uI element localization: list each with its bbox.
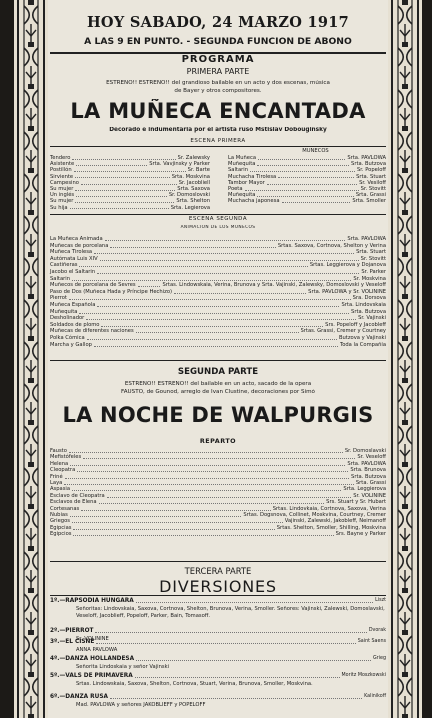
dot-leader <box>138 282 161 287</box>
cast-list-escena-segunda <box>50 236 386 348</box>
performer-name: Sr. Vesiloff <box>359 179 386 186</box>
dot-leader <box>107 493 351 498</box>
dot-leader <box>99 499 325 504</box>
dot-leader <box>73 525 274 530</box>
role-name: Helena <box>50 460 69 467</box>
performer-name: Sr. Veseloff <box>357 454 386 461</box>
cast-row <box>50 249 386 256</box>
segunda-intro-1: ESTRENO!! ESTRENO!! del bailable en un acto, sacado de la opera <box>124 381 312 387</box>
role-name: La Muñeca <box>228 155 256 161</box>
role-name: Su hija <box>50 204 68 211</box>
primera-parte: PRIMERA PARTE <box>186 67 250 76</box>
dot-leader <box>77 467 348 472</box>
role-name: Poeta <box>228 186 243 193</box>
cast-row <box>50 531 386 537</box>
role-name: Pierrot <box>50 295 67 302</box>
dot-leader <box>258 155 345 160</box>
dot-leader <box>81 180 177 185</box>
dot-leader <box>73 531 333 536</box>
performer-name: Srta. Grassi <box>355 192 386 199</box>
role-name: Jacobo el Saltarin <box>50 268 96 275</box>
role-name: Saltarin <box>228 167 248 174</box>
escena-primera-label: ESCENA PRIMERA <box>190 138 246 144</box>
diversion-item <box>50 694 386 709</box>
performer-name: Srta. Moskvina <box>171 173 210 180</box>
performer-name: Srta. Butzova <box>351 308 386 315</box>
performer-name: Sr. Parker <box>361 268 386 275</box>
divider <box>50 146 386 147</box>
left-ornamental-border <box>14 0 48 718</box>
work-title-muneca: LA MUÑECA ENCANTADA <box>70 99 366 123</box>
role-name: Postillón <box>50 167 72 174</box>
cast-row <box>50 342 386 349</box>
role-name: Esclavo de Cleopatra <box>50 492 105 499</box>
dot-leader <box>76 192 167 197</box>
dot-leader <box>72 155 175 160</box>
dot-leader <box>110 694 362 699</box>
performer-name: Sr. Zalewsky <box>177 155 210 161</box>
cast-row <box>50 205 210 211</box>
role-name: Muñequita <box>50 308 78 315</box>
performer-name: Srta. Grassi <box>355 480 386 487</box>
tercera-parte-title: TERCERA PARTE <box>184 566 252 576</box>
dot-leader <box>69 295 351 300</box>
role-name: Muchacha Tirolesa <box>228 173 277 180</box>
reparto-label: REPARTO <box>199 437 237 445</box>
divider <box>50 595 386 596</box>
dot-leader <box>257 161 349 166</box>
performer-name: Srta. Stuart <box>356 249 386 256</box>
role-name: Egipcias <box>50 524 72 531</box>
diversion-cast: Señorita Lindoskaia y señor Vajinski <box>76 664 170 670</box>
date-line: HOY SABADO, 24 MARZO 1917 <box>86 14 350 31</box>
dot-leader <box>136 328 299 333</box>
role-name: Desholinador <box>50 315 85 322</box>
role-name: Mefistófeles <box>50 454 82 461</box>
dot-leader <box>64 480 354 485</box>
dot-leader <box>94 249 354 254</box>
performer-name: Srta. Stuart <box>356 173 386 180</box>
cast-row <box>50 328 386 335</box>
diversion-name: 3º.—EL CISNE <box>50 639 95 645</box>
performer-name: Srta. Lindovskaia <box>341 301 386 308</box>
performer-name: Srtas. Dogsnova, Collinet, Moskvina, Courtney, Cremer <box>243 512 386 519</box>
cast-row <box>50 276 386 283</box>
role-name: Un inglés <box>50 192 75 199</box>
dot-leader <box>81 506 271 511</box>
performer-name: Sra. Dorsova <box>352 295 386 302</box>
role-name: Autómata Luis XIV <box>50 255 98 262</box>
diversion-item <box>50 639 386 654</box>
decor-credit: Decorado e indumentaria por el artista ruso Mstislav Dobouginsky <box>109 127 327 133</box>
performer-name: Sr. Stovitt <box>360 186 386 193</box>
dot-leader <box>94 342 338 347</box>
cast-row <box>50 295 386 302</box>
animacion-label: ANIMACIÓN DE LOS MUÑECOS <box>180 225 256 230</box>
primera-intro-1: ESTRENO!! ESTRENO!! del grandioso bailable en un acto y dos escenas, música <box>106 80 330 86</box>
diversion-cast: ANNA PAVLOWA <box>76 647 118 653</box>
role-name: Marcha y Gallop <box>50 341 92 348</box>
cast-row <box>50 289 386 296</box>
performer-name: Sr. Popeloff <box>356 167 386 174</box>
performer-name: Srta. Smoller <box>352 198 386 205</box>
performer-name: Srta. Butzova <box>351 473 386 480</box>
cast-list-right <box>228 155 386 205</box>
role-name: Muñeca Española <box>50 301 96 308</box>
role-name: Soldados de plomo <box>50 321 100 328</box>
performer-name: Butzova y Vajinski <box>338 334 386 341</box>
dot-leader <box>250 167 355 172</box>
dot-leader <box>97 269 359 274</box>
composer: Grieg <box>372 656 386 661</box>
dot-leader <box>79 309 349 314</box>
role-name: Muchacha japonesa <box>228 198 280 205</box>
performer-name: Srta. PAVLOWA <box>347 155 386 161</box>
performer-name: Sr. Moskvina <box>353 275 386 282</box>
dot-leader <box>282 198 351 203</box>
role-name: Nubias <box>50 512 68 519</box>
dot-leader <box>65 474 349 479</box>
dot-leader <box>257 192 353 197</box>
role-name: Esclavos de Elena <box>50 499 97 506</box>
role-name: Muñequita <box>228 161 256 168</box>
cast-row <box>50 256 386 263</box>
performer-name: Srtas. Shelton, Smoller, Shilling, Moskvina <box>276 524 386 531</box>
performer-name: Srtas. Saxova, Cortnova, Shelton y Verina <box>277 242 386 249</box>
performer-name: Srtas. Lindovkaia, Cortnova, Saxova, Verina <box>272 505 386 512</box>
performer-name: Srta. PAVLOWA <box>347 460 386 467</box>
role-name: Tambor Mayor <box>228 179 265 186</box>
dot-leader <box>278 174 354 179</box>
performer-name: Srta. Butzova <box>351 161 386 168</box>
dot-leader <box>96 639 355 644</box>
performer-name: Srta. Leggierova <box>343 486 386 493</box>
dot-leader <box>136 598 373 603</box>
dot-leader <box>69 448 343 453</box>
role-name: Su mujer <box>50 186 74 193</box>
role-name: Sirviente <box>50 173 74 180</box>
programa-title: PROGRAMA <box>181 54 255 65</box>
role-name: Aspasia <box>50 486 71 493</box>
performer-name: Sr. VOLININE <box>353 492 386 499</box>
cast-row <box>228 198 386 204</box>
diversion-name: 4º.—DANZA HOLLANDESA <box>50 656 135 662</box>
role-name: Su mujer <box>50 198 74 205</box>
composer: Liszt <box>375 598 386 603</box>
performer-name: Srta. Shelton <box>176 198 210 205</box>
cast-row <box>50 236 386 243</box>
dot-leader <box>97 302 339 307</box>
diversion-item <box>50 656 386 671</box>
dot-leader <box>79 262 307 267</box>
divider <box>50 561 386 562</box>
dot-leader <box>95 628 366 633</box>
primera-intro-2: de Bayer y otros compositores. <box>174 88 262 94</box>
performer-name: Sr. Domoslovski <box>168 192 210 199</box>
diversion-cast: Mad. PAVLOWA y señores JAKOBLIEFF y POPELOFF <box>76 702 206 708</box>
dot-leader <box>75 198 174 203</box>
cast-row <box>50 309 386 316</box>
performer-name: Sr. Domoslavski <box>344 448 386 454</box>
cast-row <box>50 243 386 250</box>
composer: Moritz Moszkowski <box>341 673 386 678</box>
cast-row <box>50 315 386 322</box>
role-name: Paso de Dos (Muñeca Hada y Príncipe Hechizo) <box>50 288 173 295</box>
composer: Saint Saens <box>357 639 386 644</box>
right-dark-edge <box>422 0 432 718</box>
diversion-name: 1º.—RAPSODIA HUNGARA <box>50 598 134 604</box>
ornament-right-icon <box>388 0 422 718</box>
dot-leader <box>83 454 355 459</box>
role-name: Fausto <box>50 448 67 454</box>
role-name: Campesino <box>50 179 79 186</box>
role-name: Muñecas de porcelana <box>50 242 109 249</box>
dot-leader <box>76 161 147 166</box>
performer-name: Srs. Stuart y Sr. Hubart <box>326 499 386 506</box>
dot-leader <box>245 186 359 191</box>
performer-name: Sr. Stovitt <box>360 255 386 262</box>
diversion-name: 5º.—VALS DE PRIMAVERA <box>50 673 133 679</box>
performer-name: Srs. Bayne y Parker <box>335 531 386 538</box>
role-name: Muñeca Tirolesa <box>50 249 93 256</box>
performer-name: Sr. Jacobliell <box>178 179 210 186</box>
role-name: Castiñeras <box>50 262 78 269</box>
dot-leader <box>100 256 359 261</box>
munecos-heading: MUÑECOS <box>302 148 329 154</box>
escena-segunda-label: ESCENA SEGUNDA <box>188 216 248 222</box>
dot-leader <box>74 167 186 172</box>
dot-leader <box>72 276 351 281</box>
dot-leader <box>75 186 175 191</box>
performer-name: Vajinski, Zalewski, Jakobleff, Neimanoff <box>284 518 386 525</box>
cast-row <box>50 302 386 309</box>
role-name: Laya <box>50 480 63 487</box>
left-dark-edge <box>0 0 14 718</box>
composer: Dvorak <box>368 628 386 633</box>
dot-leader <box>70 512 242 517</box>
playbill-content <box>50 0 386 718</box>
segunda-intro-2: FAUSTO, de Gounod, arreglo de Ivan Clustine, decoraciones por Simó <box>121 389 315 395</box>
dot-leader <box>101 322 323 327</box>
dot-leader <box>72 518 283 523</box>
role-name: Muñequita <box>228 192 256 199</box>
role-name: Egipcios <box>50 531 72 538</box>
dot-leader <box>72 486 341 491</box>
time-line: A LAS 9 EN PUNTO. - SEGUNDA FUNCION DE ABONO <box>84 36 352 47</box>
performer-name: Srta. Saxova <box>177 186 210 193</box>
cast-row <box>50 269 386 276</box>
dot-leader <box>70 205 169 210</box>
cast-row <box>50 282 386 289</box>
performer-name: Srs. Popeloff y Jacobleff <box>325 321 386 328</box>
cast-row <box>50 262 386 269</box>
performer-name: Srtas. Grassi, Cremer y Courtney <box>300 328 386 335</box>
performer-name: Srta. Legierova <box>170 204 210 211</box>
dot-leader <box>75 174 170 179</box>
performer-name: Sr. Vajinski <box>358 315 386 322</box>
performer-name: Srta. Vavjinsky y Parker <box>149 161 210 168</box>
work-title-diversiones: DIVERSIONES <box>159 577 277 596</box>
performer-name: Srta. PAVLOWA <box>347 236 386 242</box>
divider <box>50 214 386 215</box>
diversion-item <box>50 673 386 688</box>
dot-leader <box>174 289 306 294</box>
ornament-left-icon <box>14 0 48 718</box>
diversion-cast: Señoritas: Lindovskaia, Saxova, Cortnova, Shelton, Brunova, Verina, Smoller. Señores: Vajinski, Zalewski, Domoslavski, Veseloff, Jacoblieff, Popeloff, Parker, Bain, Tomasoff. <box>76 606 385 619</box>
dot-leader <box>136 656 371 661</box>
dot-leader <box>87 335 337 340</box>
diversion-item <box>50 598 386 619</box>
role-name: Asistente <box>50 161 75 168</box>
cast-list-left <box>50 155 210 211</box>
divider <box>50 360 386 361</box>
composer: Kalinikoff <box>364 694 386 699</box>
role-name: Saltarin <box>50 275 70 282</box>
dot-leader <box>70 461 345 466</box>
performer-name: Srta. Brunova <box>350 467 386 474</box>
performer-name: Sr. Barte <box>187 167 210 174</box>
work-title-walpurgis: LA NOCHE DE WALPURGIS <box>62 403 374 427</box>
performer-name: Srtas. Leggierova y Dojanova <box>309 262 386 269</box>
dot-leader <box>105 236 346 241</box>
right-ornamental-border <box>388 0 422 718</box>
performer-name: Srtas. Lindowskaia, Verina, Brunova y Srta. Vajinski, Zalewsky, Domoslovski y Veseloff <box>162 282 386 289</box>
diversion-cast: Sr. VOLININE <box>76 636 109 642</box>
diversion-cast: Srtas. Lindowskaia, Saxova, Shelton, Cortnova, Stuart, Verina, Brunova, Smoller, Moskvina. <box>76 681 313 687</box>
role-name: Muñecos de porcelana de Sevres <box>50 282 136 289</box>
cast-row <box>50 322 386 329</box>
segunda-parte-title: SEGUNDA PARTE <box>177 367 259 377</box>
role-name: La Muñeca Animada <box>50 236 103 242</box>
dot-leader <box>267 180 357 185</box>
role-name: Muñecas de diferentes naciones <box>50 328 134 335</box>
diversion-name: 2º.—PIERROT <box>50 628 94 634</box>
diversion-name: 6º.—DANZA RUSA <box>50 694 108 700</box>
role-name: Tendero <box>50 155 71 161</box>
role-name: Friné <box>50 473 63 480</box>
cast-row <box>50 335 386 342</box>
dot-leader <box>110 243 275 248</box>
cast-list-walpurgis <box>50 448 386 538</box>
role-name: Cortesanas <box>50 505 80 512</box>
role-name: Griegos <box>50 518 70 525</box>
role-name: Polka Cómica <box>50 334 85 341</box>
performer-name: Toda la Compañía <box>339 341 386 348</box>
dot-leader <box>86 315 356 320</box>
performer-name: Srta. PAVLOWA y Sr. VOLININE <box>308 288 386 295</box>
role-name: Cleopatra <box>50 467 76 474</box>
dot-leader <box>135 673 340 678</box>
